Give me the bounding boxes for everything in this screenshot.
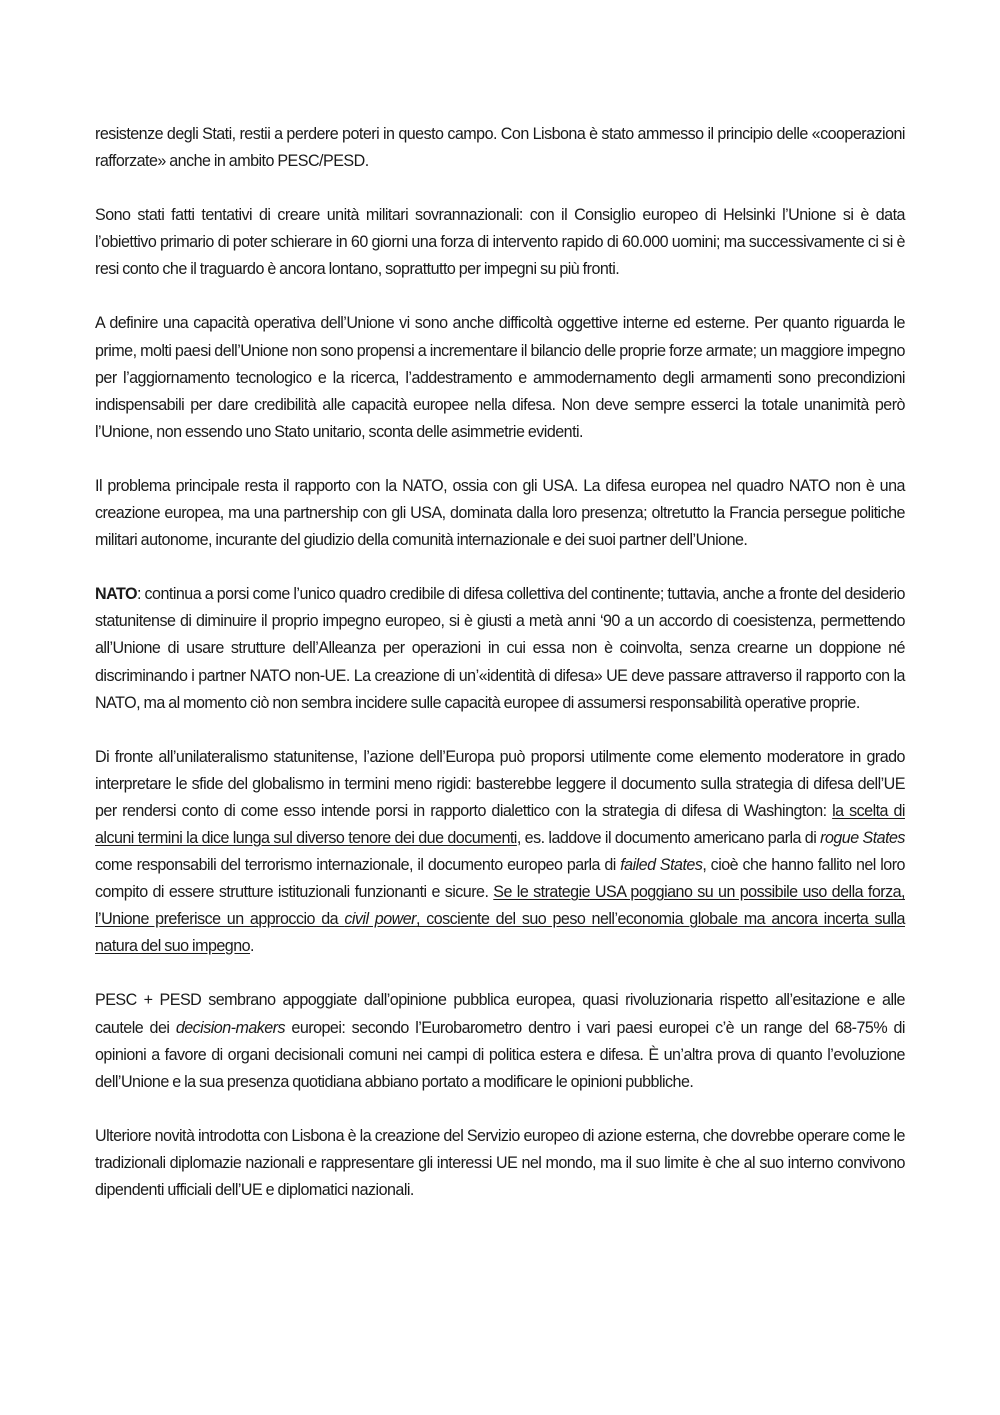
italic-decision-makers: decision-makers — [175, 1017, 286, 1037]
paragraph-6-text-c: come responsabili del terrorismo internazionale, il documento europeo parla di — [95, 855, 621, 875]
paragraph-5 — [95, 580, 905, 715]
paragraph-5-text: : continua a porsi come l’unico quadro credibile di difesa collettiva del continente; tuttavia, anche a fronte del desiderio statunitense di diminuire il proprio impegno europeo, si è giusti a metà anni ‘90 a un accordo di coesistenza, permettendo all’Unione di usare strutture dell’Alleanza per operazioni in cui essa non è coinvolta, senza crearne un doppione né discriminando i partner NATO non-UE. La creazione di un’«identità di difesa» UE deve passare attraverso il rapporto con la NATO, ma al momento ciò non sembra incidere sulle capacità europee di assumersi responsabilità operative proprie. — [95, 584, 905, 712]
underlined-phrase-1: la scelta di alcuni termini la dice lunga sul diverso tenore dei due documenti — [95, 800, 905, 847]
paragraph-8-text: Ulteriore novità introdotta con Lisbona è la creazione del Servizio europeo di azione esterna, che dovrebbe operare come le tradizionali diplomazie nazionali e rappresentare gli interessi UE nel mondo, ma il suo limite è che al suo interno convivono dipendenti ufficiali dell’UE e diplomatici nazionali. — [95, 1125, 905, 1199]
paragraph-6-text-b: , es. laddove il documento americano parla di — [516, 827, 821, 847]
paragraph-2 — [95, 201, 905, 282]
italic-civil-power: civil power — [344, 909, 416, 929]
underlined-phrase-2b: , cosciente del suo peso nell’economia globale ma ancora incerta sulla natura del suo impegno — [95, 909, 905, 956]
paragraph-4-text: Il problema principale resta il rapporto con la NATO, ossia con gli USA. La difesa europea nel quadro NATO non è una creazione europea, ma una partnership con gli USA, dominata dalla loro presenza; oltretutto la Francia persegue politiche militari autonome, incurante del giudizio della comunità internazionale e dei suoi partner dell’Unione. — [95, 475, 905, 550]
paragraph-3 — [95, 309, 905, 444]
paragraph-8 — [95, 1122, 905, 1203]
paragraph-6-text-d: , cioè che hanno fallito nel loro compito di essere strutture istituzionali funzionanti e sicure. — [95, 855, 905, 902]
italic-rogue-states: rogue States — [820, 827, 905, 847]
paragraph-1 — [95, 120, 905, 174]
paragraph-7-text-a: PESC + PESD sembrano appoggiate dall’opinione pubblica europea, quasi rivoluzionaria rispetto all’esitazione e alle cautele dei — [95, 990, 905, 1037]
paragraph-3-text: A definire una capacità operativa dell’Unione vi sono anche difficoltà oggettive interne ed esterne. Per quanto riguarda le prime, molti paesi dell’Unione non sono propensi a incrementare il bilancio delle proprie forze armate; un maggiore impegno per l’aggiornamento tecnologico e la ricerca, l’addestramento e ammodernamento degli armamenti sono precondizioni indispensabili per dare credibilità alle capacità europee nella difesa. Non deve sempre esserci la totale unanimità però l’Unione, non essendo uno Stato unitario, sconta delle asimmetrie evidenti. — [95, 313, 905, 441]
paragraph-6-text-a: Di fronte all’unilateralismo statunitense, l’azione dell’Europa può proporsi utilmente come elemento moderatore in grado interpretare le sfide del globalismo in termini meno rigidi: basterebbe leggere il documento sulla strategia di difesa dell’UE per rendersi conto di come esso intende porsi in rapporto dialettico con la strategia di difesa di Washington: — [95, 746, 905, 820]
paragraph-6-text-e: . — [250, 936, 254, 956]
paragraph-4 — [95, 472, 905, 553]
document-page — [95, 120, 905, 1230]
underlined-phrase-2a: Se le strategie USA poggiano su un possibile uso della forza, l’Unione preferisce un approccio da — [95, 882, 905, 929]
italic-failed-states: failed States — [620, 855, 703, 875]
paragraph-6 — [95, 743, 905, 960]
paragraph-7 — [95, 986, 905, 1094]
paragraph-1-text: resistenze degli Stati, restii a perdere poteri in questo campo. Con Lisbona è stato ammesso il principio delle «cooperazioni rafforzate» anche in ambito PESC/PESD. — [95, 124, 905, 171]
paragraph-2-text: Sono stati fatti tentativi di creare unità militari sovrannazionali: con il Consiglio europeo di Helsinki l’Unione si è data l’obiettivo primario di poter schierare in 60 giorni una forza di intervento rapido di 60.000 uomini; ma successivamente ci si è resi conto che il traguardo è ancora lontano, soprattutto per impegni su più fronti. — [95, 205, 905, 279]
paragraph-7-text-b: europei: secondo l’Eurobarometro dentro i vari paesi europei c’è un range del 68-75% di opinioni a favore di organi decisionali comuni nei campi di politica estera e difesa. È un’altra prova di quanto l’evoluzione dell’Unione e la sua presenza quotidiana abbiano portato a modificare le opinioni pubbliche. — [95, 1017, 905, 1091]
nato-bold-term: NATO — [95, 584, 137, 604]
